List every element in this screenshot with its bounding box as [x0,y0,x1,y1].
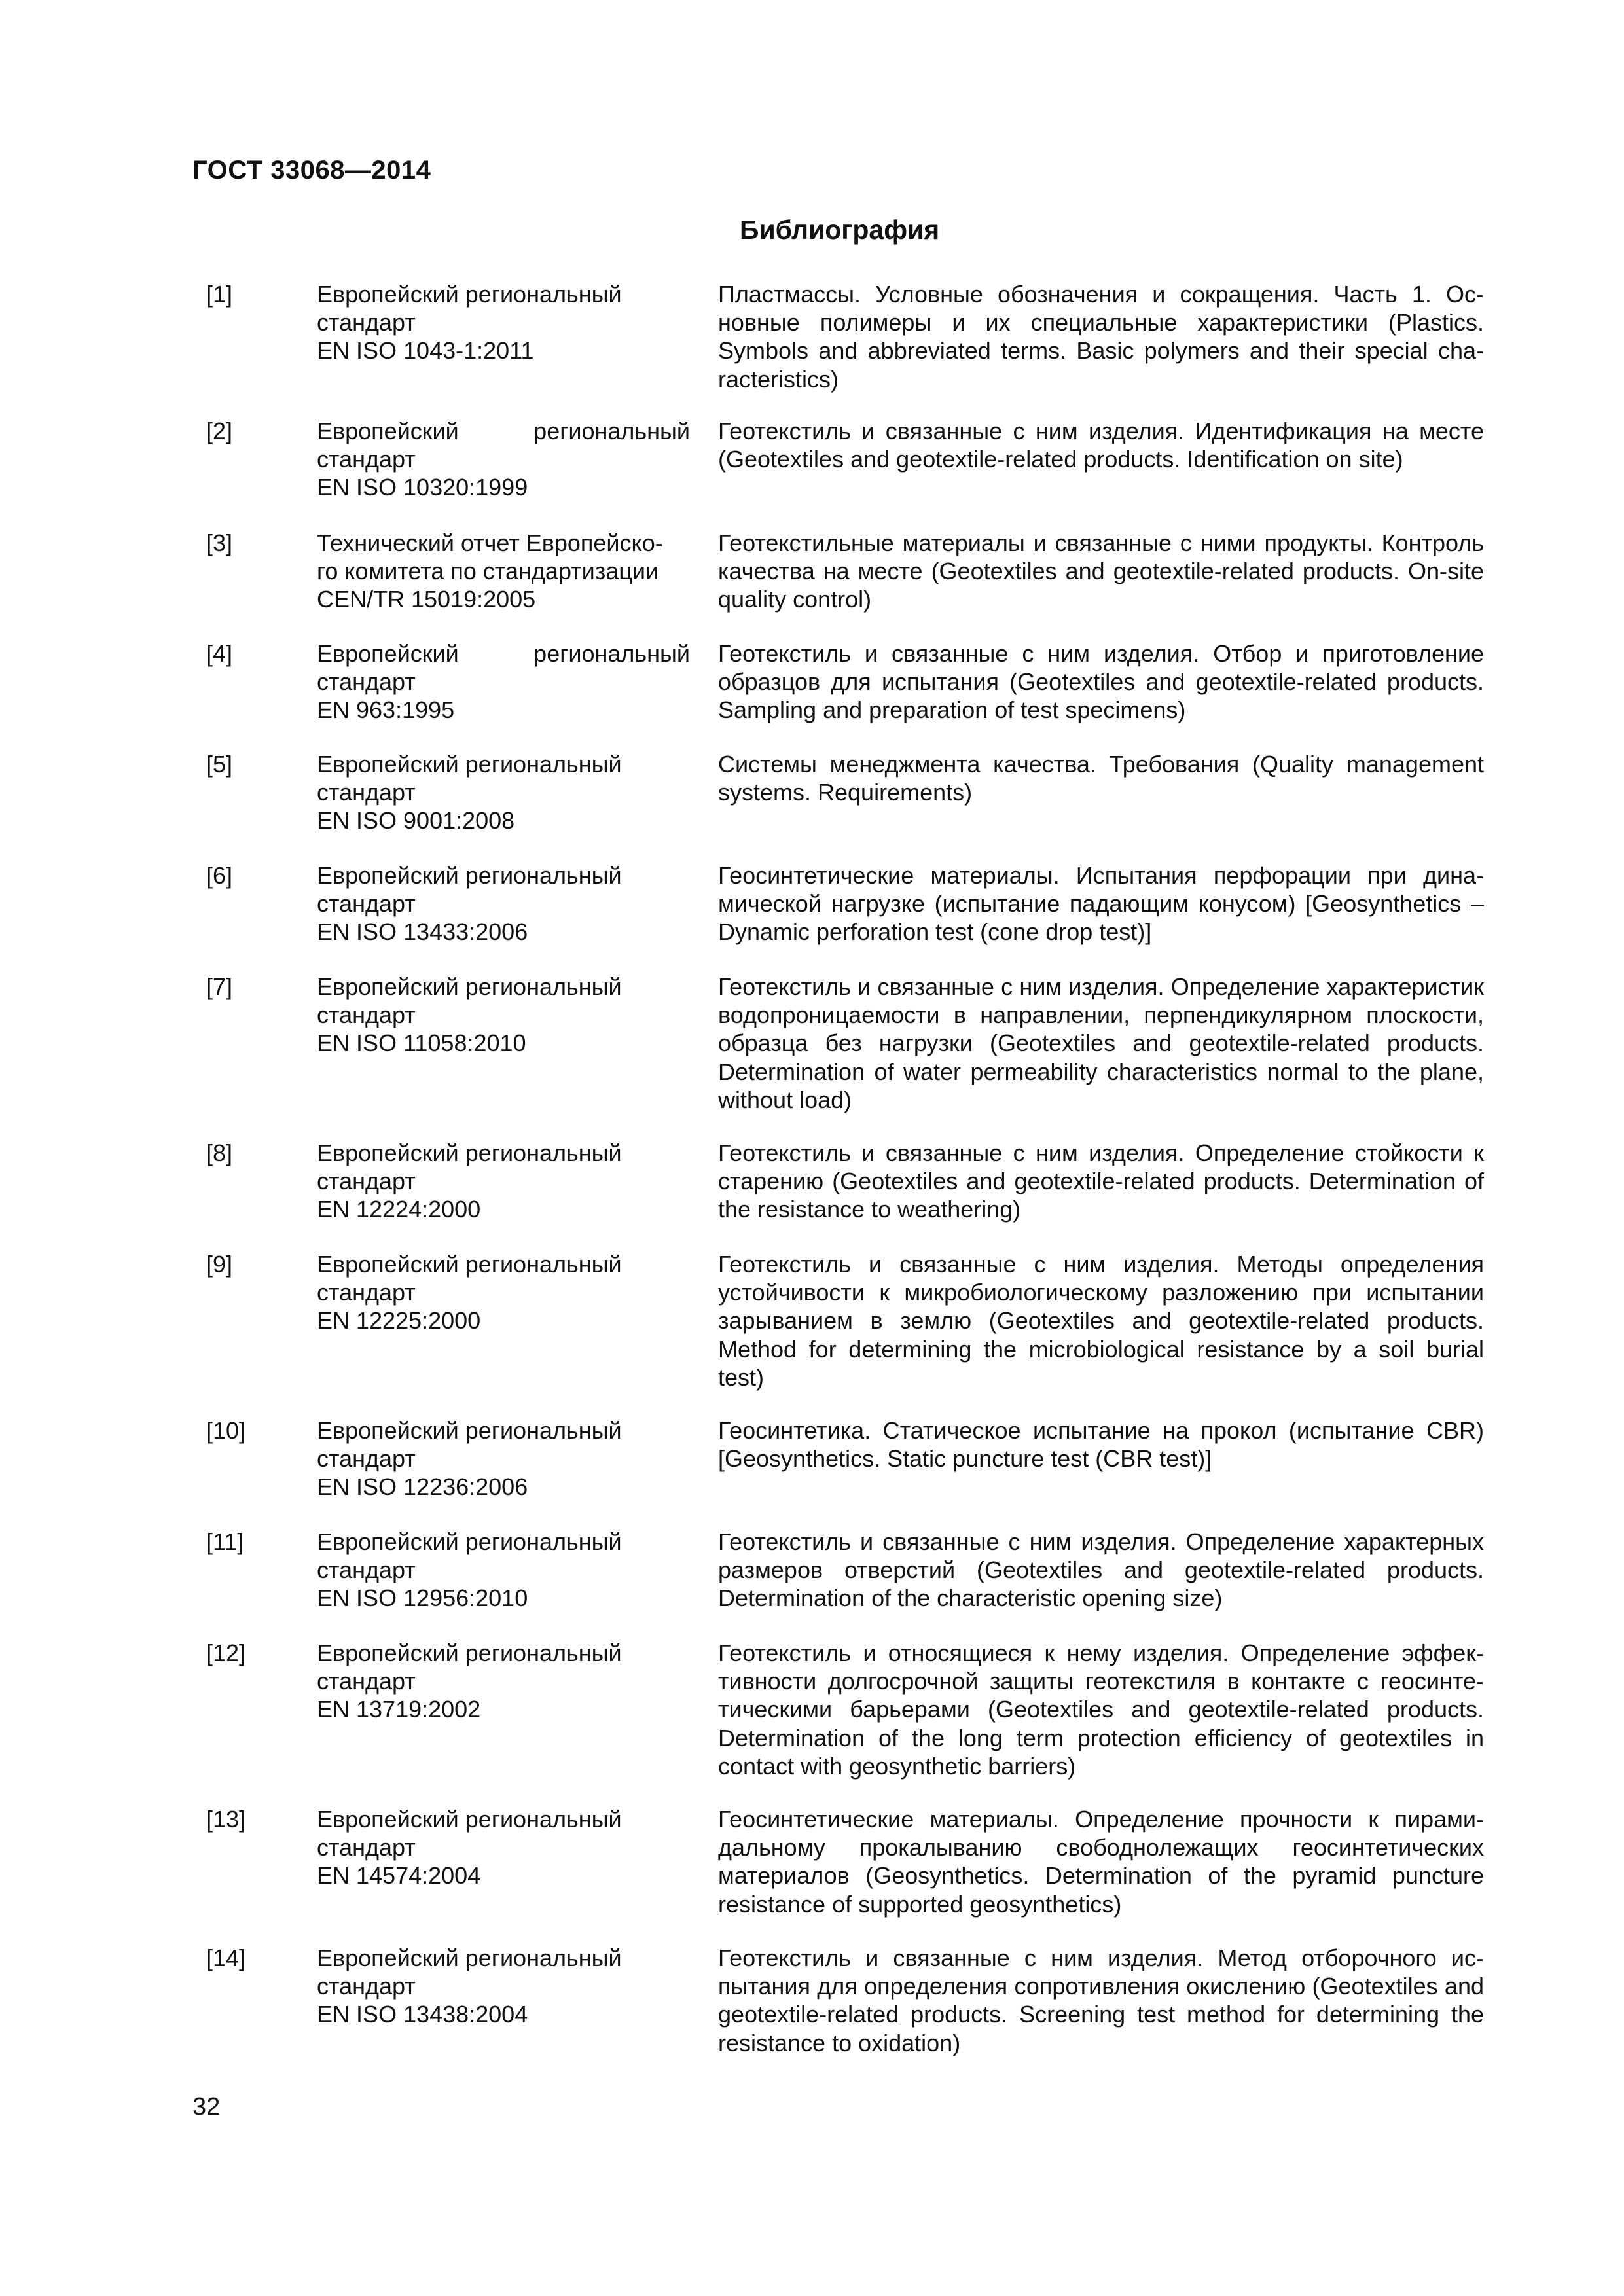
entry-number: [2] [206,418,233,444]
entry-description: Пластмассы. Условные обозначения и сокращения. Часть 1. Основные полимеры и их специальные характеристики (Plastics. Symbols and abbreviated terms. Basic polymers and their special characteristics) [718,281,1484,393]
entry-source [317,750,690,835]
entry-source-line: EN ISO 9001:2008 [317,807,515,834]
entry-source [317,1250,690,1335]
entry-source-line: стандарт [317,1668,416,1695]
entry-description: Геосинтетические материалы. Испытания перфорации при динамической нагрузке (испытание падающим конусом) [Geosynthetics – Dynamic perforation test (cone drop test)] [718,862,1484,946]
entry-number: [6] [206,862,233,889]
page-number: 32 [192,2093,221,2121]
entry-source [317,639,690,725]
entry-source-line: стандарт [317,890,416,918]
entry-source-line: Европейский региональный [317,1528,622,1555]
entry-source-line: Европейский региональный [317,1417,622,1444]
document-code-header: ГОСТ 33068—2014 [192,156,431,185]
entry-source-line: стандарт [317,779,416,806]
entry-source-line: стандарт [317,309,416,336]
entry-number: [5] [206,751,233,778]
entry-number: [8] [206,1139,233,1166]
entry-source-line: Европейский региональный [317,751,622,778]
entry-source-line: стандарт [317,446,416,473]
entry-source [317,1805,690,1890]
entry-source-line: стандарт [317,1168,416,1195]
entry-source [317,1139,690,1224]
entry-source-line: Европейский региональный [317,1945,622,1971]
entry-source-line: EN 963:1995 [317,696,455,724]
entry-number: [3] [206,529,233,556]
entry-source-line: EN 12225:2000 [317,1307,481,1335]
entry-description: Геотекстиль и связанные с ним изделия. Метод отборочного испытания для определения сопротивления окислению (Geotextiles and geotextile-related products. Screening test method for determining the resistance to oxidation) [718,1945,1484,2056]
entry-source-line: Европейский региональный [317,281,622,308]
entry-source-line: стандарт [317,668,416,696]
entry-source [317,1944,690,2029]
entry-source [317,861,690,946]
entry-description: Геотекстиль и связанные с ним изделия. Методы определения устойчивости к микробиологическому разложению при испытании зарыванием в землю (Geotextiles and geotextile-related products. Method for determining the microbiological resistance by a soil burial test) [718,1251,1484,1391]
entry-number: [1] [206,281,233,308]
entry-source-line: Технический отчет Европейско- [317,529,663,556]
entry-source-line: Европейский региональный [317,862,622,889]
entry-source-line: CEN/TR 15019:2005 [317,586,536,613]
entry-source-line: Европейский региональный [317,418,690,444]
entry-source-line: Европейский региональный [317,973,622,1000]
entry-source-line: стандарт [317,1279,416,1306]
entry-description: Геосинтетические материалы. Определение прочности к пирамидальному прокалыванию свободнолежащих геосинтетических материалов (Geosynthetics. Determination of the pyramid puncture resistance of supported geosynthetics) [718,1806,1484,1918]
entry-source-line: го комитета по стандартизации [317,558,659,585]
entry-description: Геотекстиль и связанные с ним изделия. Определение характерных размеров отверстий (Geotextiles and geotextile-related products. Determination of the characteristic opening size) [718,1528,1484,1612]
entry-source-line: стандарт [317,1001,416,1029]
entry-description: Геотекстиль и связанные с ним изделия. Отбор и приготовление образцов для испытания (Geotextiles and geotextile-related products. Sampling and preparation of test specimens) [718,640,1484,724]
entry-source-line: стандарт [317,1834,416,1861]
entry-number: [4] [206,640,233,667]
entry-source-line: EN ISO 11058:2010 [317,1030,526,1057]
entry-number: [12] [206,1640,246,1666]
bibliography-title: Библиография [740,215,940,245]
entry-source-line: EN ISO 1043-1:2011 [317,337,534,365]
entry-source [317,973,690,1058]
entry-source [317,1639,690,1724]
entry-source [317,1528,690,1613]
entry-source [317,417,690,502]
entry-description: Геотекстиль и связанные с ним изделия. Идентификация на месте (Geotextiles and geotextile-related products. Identification on site) [718,418,1484,473]
entry-number: [11] [206,1528,244,1555]
entry-source-line: стандарт [317,1973,416,2000]
entry-source-line: стандарт [317,1556,416,1584]
entry-source [317,280,690,365]
entry-source-line: EN ISO 10320:1999 [317,474,528,501]
entry-source-line: EN ISO 12956:2010 [317,1585,528,1612]
entry-description: Геотекстильные материалы и связанные с ними продукты. Контроль качества на месте (Geotextiles and geotextile-related products. On-site quality control) [718,529,1484,613]
entry-number: [10] [206,1417,246,1444]
entry-source-line: EN 12224:2000 [317,1196,481,1223]
entry-source-line: EN ISO 13438:2004 [317,2001,528,2028]
entry-source-line: EN ISO 13433:2006 [317,918,528,946]
entry-description: Системы менеджмента качества. Требования (Quality management systems. Requirements) [718,751,1484,806]
entry-source-line: EN 13719:2002 [317,1696,481,1723]
entry-description: Геотекстиль и связанные с ним изделия. Определение характеристик водопроницаемости в направлении, перпендикулярном плоскости, образца без нагрузки (Geotextiles and geotextile-related products. Determination of water permeability characteristics normal to the plane, without load) [718,973,1484,1113]
entry-source-line: стандарт [317,1445,416,1473]
entry-source-line: Европейский региональный [317,1806,622,1833]
entry-description: Геосинтетика. Статическое испытание на прокол (испытание CBR) [Geosynthetics. Static puncture test (CBR test)] [718,1417,1484,1473]
entry-source-line: Европейский региональный [317,1251,622,1278]
entry-source-line: Европейский региональный [317,1139,622,1166]
entry-source [317,529,690,614]
entry-source-line: EN ISO 12236:2006 [317,1473,528,1501]
entry-number: [9] [206,1251,233,1278]
entry-source-line: Европейский региональный [317,1640,622,1666]
entry-description: Геотекстиль и связанные с ним изделия. Определение стойкости к старению (Geotextiles and geotextile-related products. Determination of the resistance to weathering) [718,1139,1484,1223]
entry-number: [13] [206,1806,246,1833]
entry-number: [7] [206,973,233,1000]
entry-number: [14] [206,1945,246,1971]
entry-source-line: Европейский региональный [317,640,690,667]
entry-source-line: EN 14574:2004 [317,1862,481,1890]
entry-description: Геотекстиль и относящиеся к нему изделия. Определение эффективности долгосрочной защиты геотекстиля в контакте с геосинтетическими барьерами (Geotextiles and geotextile-related products. Determination of the long term protection efficiency of geotextiles in contact with geosynthetic barriers) [718,1640,1484,1780]
entry-source [317,1416,690,1501]
